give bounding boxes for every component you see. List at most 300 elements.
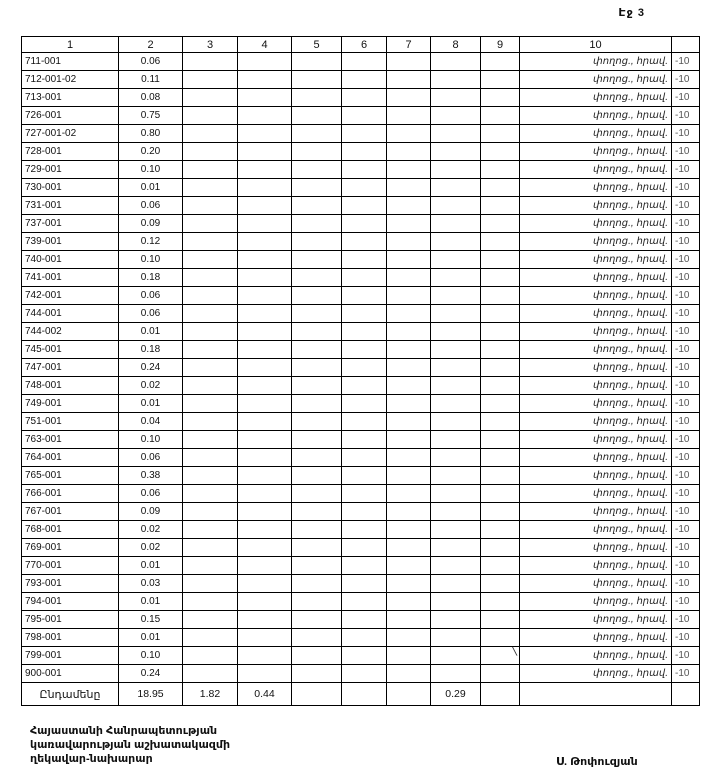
column-header: 4 (238, 37, 292, 53)
cell (342, 287, 387, 305)
cell (387, 215, 431, 233)
cell (387, 449, 431, 467)
cell (431, 323, 481, 341)
row-value: 0.02 (119, 521, 183, 539)
margin-mark: -10 (672, 161, 700, 179)
row-value: 0.04 (119, 413, 183, 431)
row-note: փողոց., հրավ. (520, 377, 672, 395)
cell (292, 287, 342, 305)
cell (238, 485, 292, 503)
row-code: 763-001 (22, 431, 119, 449)
row-code: 770-001 (22, 557, 119, 575)
cell (481, 305, 520, 323)
row-note: փողոց., հրավ. (520, 143, 672, 161)
cell (431, 179, 481, 197)
cell (238, 395, 292, 413)
cell (183, 71, 238, 89)
row-note: փողոց., հրավ. (520, 215, 672, 233)
cell (431, 539, 481, 557)
cell (387, 611, 431, 629)
cell (292, 323, 342, 341)
cell (342, 323, 387, 341)
row-note: փողոց., հրավ. (520, 251, 672, 269)
cell (292, 593, 342, 611)
row-code: 748-001 (22, 377, 119, 395)
table-row (22, 575, 700, 593)
cell (481, 197, 520, 215)
cell (238, 341, 292, 359)
row-value: 0.20 (119, 143, 183, 161)
cell (481, 161, 520, 179)
table-row (22, 215, 700, 233)
cell (342, 611, 387, 629)
cell (238, 521, 292, 539)
total-col4: 0.44 (238, 683, 292, 706)
row-note: փողոց., հրավ. (520, 341, 672, 359)
cell (387, 53, 431, 71)
cell (342, 143, 387, 161)
row-note: փողոց., հրավ. (520, 665, 672, 683)
cell (431, 143, 481, 161)
table-row (22, 197, 700, 215)
cell (431, 593, 481, 611)
margin-mark: -10 (672, 557, 700, 575)
margin-mark: -10 (672, 359, 700, 377)
table-row (22, 341, 700, 359)
row-code: 713-001 (22, 89, 119, 107)
cell (342, 377, 387, 395)
row-value: 0.06 (119, 305, 183, 323)
row-code: 730-001 (22, 179, 119, 197)
row-note: փողոց., հրավ. (520, 269, 672, 287)
cell (238, 323, 292, 341)
row-note: փողոց., հրավ. (520, 395, 672, 413)
cell (183, 593, 238, 611)
cell (481, 71, 520, 89)
row-value: 0.12 (119, 233, 183, 251)
cell (431, 611, 481, 629)
cell (292, 521, 342, 539)
row-code: 740-001 (22, 251, 119, 269)
total-row (22, 683, 700, 706)
cell (238, 647, 292, 665)
row-note: փողոց., հրավ. (520, 197, 672, 215)
row-value: 0.01 (119, 179, 183, 197)
cell (387, 89, 431, 107)
cell (387, 557, 431, 575)
row-value: 0.15 (119, 611, 183, 629)
row-code: 793-001 (22, 575, 119, 593)
table-row (22, 251, 700, 269)
row-code: 729-001 (22, 161, 119, 179)
row-value: 0.18 (119, 269, 183, 287)
row-code: 764-001 (22, 449, 119, 467)
row-value: 0.75 (119, 107, 183, 125)
margin-mark: -10 (672, 467, 700, 485)
stray-pen-mark-cell (481, 647, 520, 665)
margin-mark: -10 (672, 215, 700, 233)
row-note: փողոց., հրավ. (520, 287, 672, 305)
cell (387, 197, 431, 215)
cell (238, 503, 292, 521)
cell (481, 485, 520, 503)
cell (481, 557, 520, 575)
cell (481, 89, 520, 107)
cell (481, 629, 520, 647)
cell (481, 503, 520, 521)
cell (342, 305, 387, 323)
row-value: 0.06 (119, 53, 183, 71)
total-label: Ընդամենը (22, 683, 119, 706)
cell (183, 665, 238, 683)
cell (342, 161, 387, 179)
cell (387, 377, 431, 395)
row-code: 742-001 (22, 287, 119, 305)
total-col3: 1.82 (183, 683, 238, 706)
cell (431, 269, 481, 287)
cell (481, 593, 520, 611)
row-code: 765-001 (22, 467, 119, 485)
cell (481, 413, 520, 431)
cell (387, 179, 431, 197)
cell (238, 125, 292, 143)
cell (431, 215, 481, 233)
cell (342, 539, 387, 557)
cell (292, 107, 342, 125)
row-code: 739-001 (22, 233, 119, 251)
cell (292, 71, 342, 89)
cell (183, 575, 238, 593)
row-value: 0.80 (119, 125, 183, 143)
row-code: 794-001 (22, 593, 119, 611)
cell (238, 89, 292, 107)
cell (387, 647, 431, 665)
row-value: 0.06 (119, 449, 183, 467)
cell (292, 251, 342, 269)
cell (183, 161, 238, 179)
row-code: 741-001 (22, 269, 119, 287)
cell (431, 395, 481, 413)
table-row (22, 143, 700, 161)
row-code: 727-001-02 (22, 125, 119, 143)
cell (387, 341, 431, 359)
row-value: 0.01 (119, 593, 183, 611)
cell (342, 269, 387, 287)
table-row (22, 647, 700, 665)
cell (238, 107, 292, 125)
cell (292, 413, 342, 431)
cell (481, 53, 520, 71)
cell (481, 179, 520, 197)
row-note: փողոց., հրավ. (520, 53, 672, 71)
cell (431, 575, 481, 593)
cell (342, 53, 387, 71)
cell (387, 431, 431, 449)
row-code: 751-001 (22, 413, 119, 431)
cell (183, 341, 238, 359)
cell (292, 683, 342, 706)
table-row (22, 377, 700, 395)
cell (183, 503, 238, 521)
cell (431, 341, 481, 359)
row-code: 711-001 (22, 53, 119, 71)
cell (238, 377, 292, 395)
cell (238, 665, 292, 683)
margin-mark: -10 (672, 575, 700, 593)
cell (431, 431, 481, 449)
cell (431, 521, 481, 539)
row-value: 0.08 (119, 89, 183, 107)
footer-org-line: ղեկավար-նախարար (30, 753, 153, 765)
cell (342, 647, 387, 665)
cell (183, 647, 238, 665)
row-code: 767-001 (22, 503, 119, 521)
column-header: 6 (342, 37, 387, 53)
row-code: 737-001 (22, 215, 119, 233)
row-value: 0.10 (119, 251, 183, 269)
cell (183, 611, 238, 629)
cell (431, 107, 481, 125)
cell (431, 377, 481, 395)
cell (183, 557, 238, 575)
cell (342, 359, 387, 377)
cell (342, 503, 387, 521)
cell (387, 71, 431, 89)
cell (481, 323, 520, 341)
margin-mark: -10 (672, 107, 700, 125)
cell (292, 539, 342, 557)
cell (387, 665, 431, 683)
cell (238, 215, 292, 233)
cell (292, 467, 342, 485)
table-row (22, 269, 700, 287)
margin-mark: -10 (672, 323, 700, 341)
table-row (22, 323, 700, 341)
margin-mark: -10 (672, 341, 700, 359)
table-row (22, 179, 700, 197)
cell (238, 413, 292, 431)
row-note: փողոց., հրավ. (520, 575, 672, 593)
table-row (22, 593, 700, 611)
cell (481, 467, 520, 485)
cell (342, 665, 387, 683)
cell (431, 485, 481, 503)
cell (342, 179, 387, 197)
margin-mark: -10 (672, 179, 700, 197)
cell (183, 485, 238, 503)
cell (238, 467, 292, 485)
margin-mark: -10 (672, 125, 700, 143)
cell (238, 629, 292, 647)
row-code: 744-001 (22, 305, 119, 323)
cell (238, 575, 292, 593)
table-row (22, 161, 700, 179)
cell (292, 557, 342, 575)
cell (183, 125, 238, 143)
cell (431, 197, 481, 215)
cell (238, 161, 292, 179)
row-value: 0.01 (119, 629, 183, 647)
margin-mark: -10 (672, 611, 700, 629)
cell (387, 233, 431, 251)
cell (183, 287, 238, 305)
cell (238, 71, 292, 89)
margin-mark: -10 (672, 197, 700, 215)
margin-spacer (672, 683, 700, 706)
row-note: փողոց., հրավ. (520, 557, 672, 575)
cell (292, 575, 342, 593)
row-code: 749-001 (22, 395, 119, 413)
cell (342, 467, 387, 485)
row-value: 0.06 (119, 197, 183, 215)
cell (481, 683, 520, 706)
column-header: 10 (520, 37, 672, 53)
table-row (22, 467, 700, 485)
row-note: փողոց., հրավ. (520, 89, 672, 107)
row-value: 0.24 (119, 665, 183, 683)
cell (238, 557, 292, 575)
margin-mark: -10 (672, 71, 700, 89)
cell (342, 125, 387, 143)
row-note: փողոց., հրավ. (520, 413, 672, 431)
cell (431, 125, 481, 143)
row-note: փողոց., հրավ. (520, 647, 672, 665)
signature: Ս. Թոփուզյան (556, 756, 638, 768)
row-note: փողոց., հրավ. (520, 467, 672, 485)
row-value: 0.11 (119, 71, 183, 89)
column-header: 5 (292, 37, 342, 53)
row-value: 0.06 (119, 485, 183, 503)
footer-org (30, 724, 230, 766)
row-code: 731-001 (22, 197, 119, 215)
table-row (22, 305, 700, 323)
table-row (22, 557, 700, 575)
cell (292, 143, 342, 161)
cell (431, 233, 481, 251)
cell (342, 71, 387, 89)
margin-mark: -10 (672, 377, 700, 395)
row-note: փողոց., հրավ. (520, 179, 672, 197)
cell (292, 305, 342, 323)
table-row (22, 107, 700, 125)
cell (481, 431, 520, 449)
table-row (22, 413, 700, 431)
cell (292, 197, 342, 215)
cell (342, 413, 387, 431)
cell (183, 53, 238, 71)
table-row (22, 125, 700, 143)
margin-mark: -10 (672, 395, 700, 413)
cell (342, 215, 387, 233)
row-value: 0.02 (119, 377, 183, 395)
cell (292, 647, 342, 665)
margin-mark: -10 (672, 539, 700, 557)
cell (183, 413, 238, 431)
cell (183, 629, 238, 647)
cell (387, 629, 431, 647)
row-value: 0.09 (119, 503, 183, 521)
cell (481, 233, 520, 251)
cell (292, 89, 342, 107)
cell (183, 431, 238, 449)
cell (238, 305, 292, 323)
table-row (22, 503, 700, 521)
margin-mark: -10 (672, 449, 700, 467)
cell (481, 359, 520, 377)
footer-org-line: կառավարության աշխատակազմի (30, 739, 231, 751)
cell (238, 449, 292, 467)
cell (342, 89, 387, 107)
cell (431, 665, 481, 683)
cell (183, 449, 238, 467)
margin-mark: -10 (672, 485, 700, 503)
cell (387, 467, 431, 485)
cell (481, 395, 520, 413)
cell (481, 287, 520, 305)
cell (431, 305, 481, 323)
cell (481, 521, 520, 539)
row-code: 747-001 (22, 359, 119, 377)
cell (292, 629, 342, 647)
row-note: փողոց., հրավ. (520, 359, 672, 377)
cell (183, 521, 238, 539)
table-row (22, 53, 700, 71)
cell (431, 449, 481, 467)
margin-mark: -10 (672, 143, 700, 161)
table-row (22, 629, 700, 647)
row-code: 745-001 (22, 341, 119, 359)
cell (292, 431, 342, 449)
cell (431, 53, 481, 71)
table-row (22, 539, 700, 557)
cell (520, 683, 672, 706)
cell (342, 395, 387, 413)
cell (431, 557, 481, 575)
margin-mark: -10 (672, 233, 700, 251)
cell (292, 341, 342, 359)
footer-org-line: Հայաստանի Հանրապետության (30, 725, 218, 737)
cell (342, 557, 387, 575)
cell (342, 629, 387, 647)
row-code: 712-001-02 (22, 71, 119, 89)
cell (481, 665, 520, 683)
cell (431, 89, 481, 107)
cell (431, 467, 481, 485)
row-code: 768-001 (22, 521, 119, 539)
cell (183, 539, 238, 557)
table-row (22, 395, 700, 413)
margin-mark: -10 (672, 593, 700, 611)
row-code: 728-001 (22, 143, 119, 161)
table-row (22, 521, 700, 539)
cell (183, 305, 238, 323)
cell (342, 341, 387, 359)
cell (387, 287, 431, 305)
row-value: 0.10 (119, 161, 183, 179)
cell (183, 377, 238, 395)
column-header: 7 (387, 37, 431, 53)
cell (481, 143, 520, 161)
row-note: փողոց., հրավ. (520, 107, 672, 125)
cell (387, 107, 431, 125)
margin-mark: -10 (672, 647, 700, 665)
table-row (22, 485, 700, 503)
cell (238, 611, 292, 629)
row-code: 799-001 (22, 647, 119, 665)
column-header: 8 (431, 37, 481, 53)
table-row (22, 611, 700, 629)
table-row (22, 287, 700, 305)
